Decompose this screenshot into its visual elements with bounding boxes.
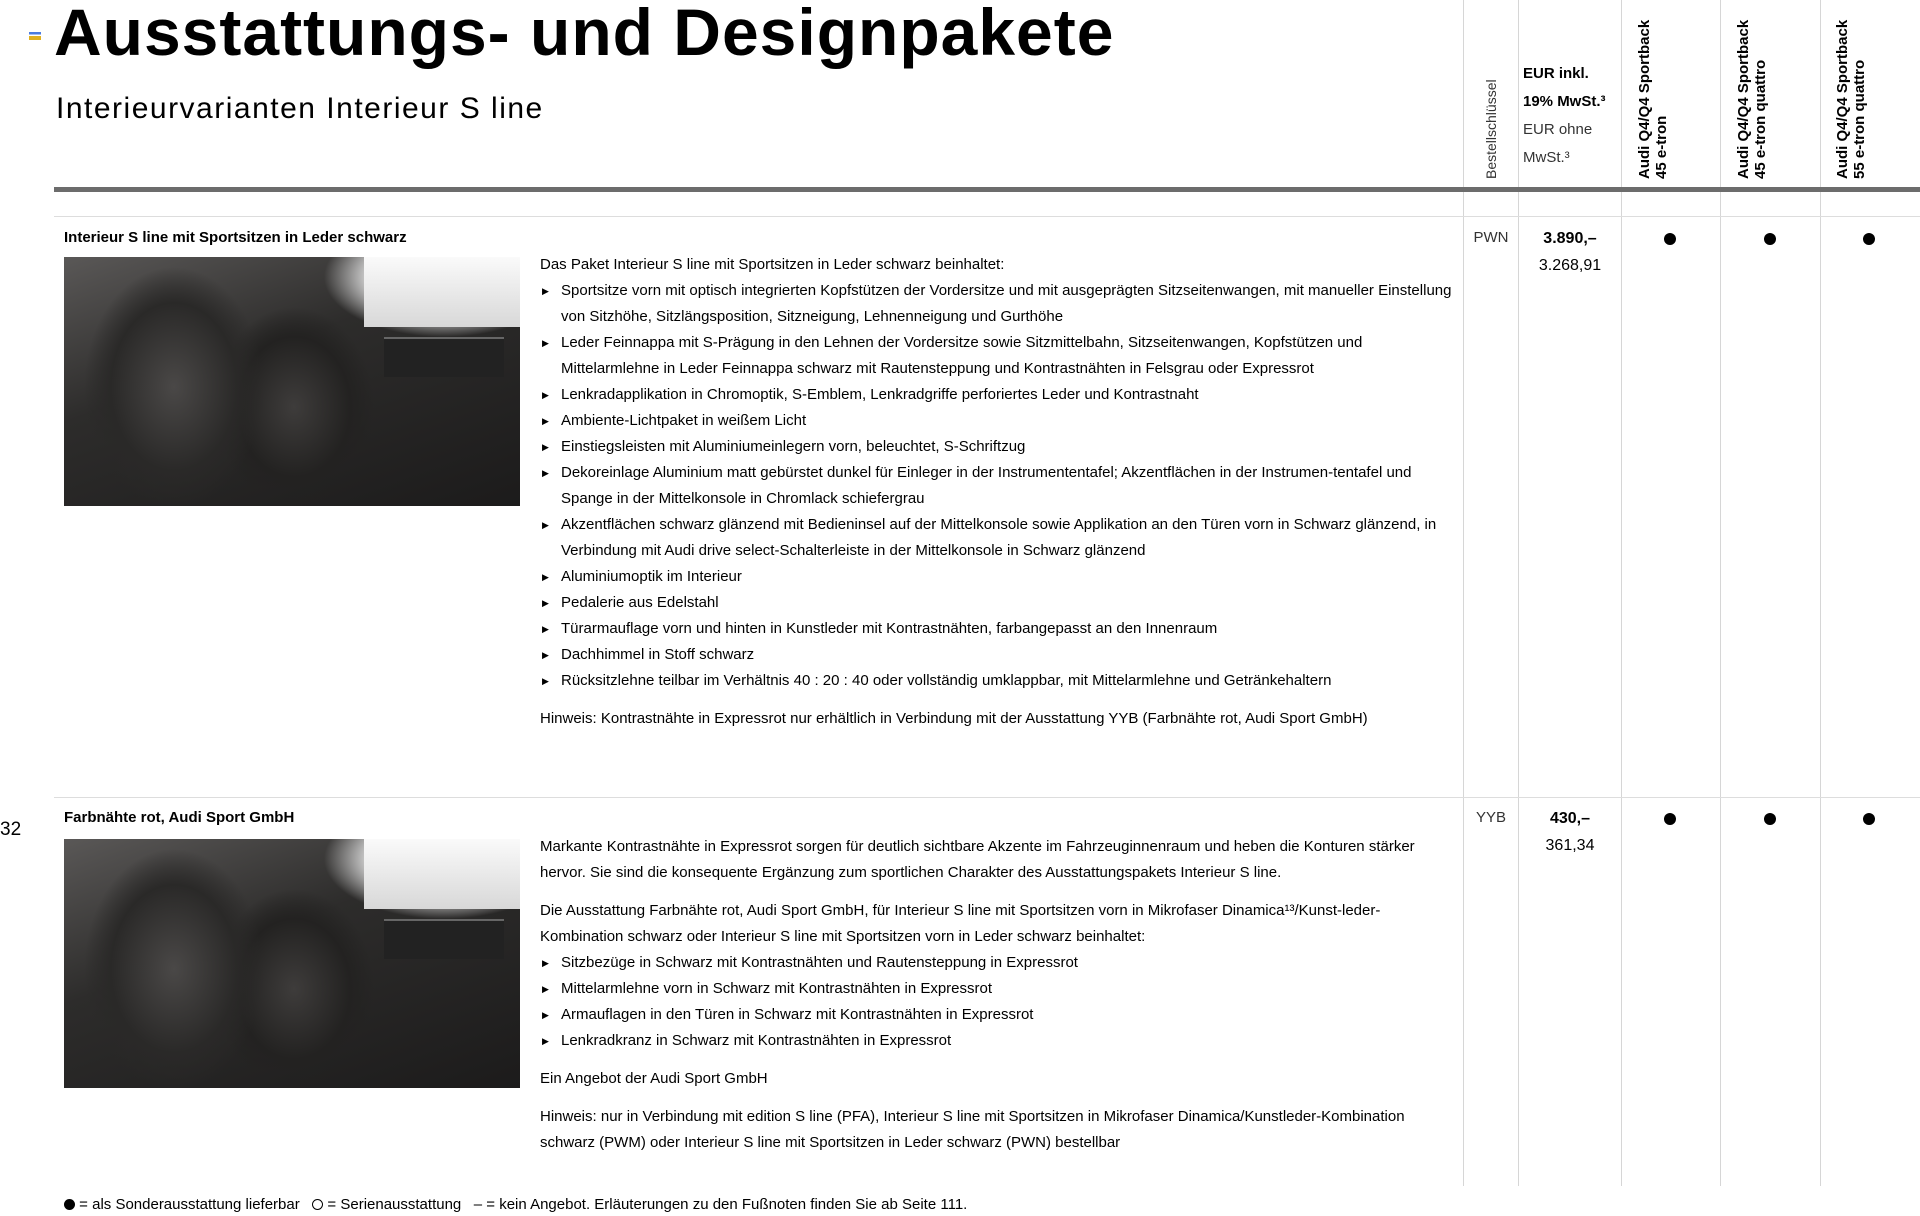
list-item: ▶ Akzentflächen schwarz glänzend mit Bedieninsel auf der Mittelkonsole sowie Applikation an den Türen vorn in Schwarz glänzend, in Verbindung mit Audi drive select-Schalterleiste in der Mittelkonsole in Schwarz glänzend (540, 512, 1462, 564)
price-incl: 3.890,– (1543, 230, 1597, 247)
row-description (540, 834, 1462, 1156)
list-item: ▶ Ambiente-Lichtpaket in weißem Licht (540, 408, 1462, 434)
list-item: ▶ Türarmauflage vorn und hinten in Kunstleder mit Kontrastnähten, farbangepasst an den Innenraum (540, 616, 1462, 642)
list-item: ▶ Rücksitzlehne teilbar im Verhältnis 40 : 20 : 40 oder vollständig umklappbar, mit Mittelarmlehne und Getränkehaltern (540, 668, 1462, 694)
price-excl: 3.268,91 (1538, 257, 1602, 274)
row-divider (54, 797, 1920, 798)
price-excl: 361,34 (1545, 837, 1595, 854)
row-description (540, 252, 1462, 732)
column-divider (1720, 0, 1721, 1186)
feature-list (540, 950, 1462, 1054)
filled-dot-icon (64, 1199, 75, 1210)
column-header-code: Bestellschlüssel (1483, 79, 1499, 179)
page-subtitle: Interieurvarianten Interieur S line (56, 92, 544, 125)
price-incl-label-1: EUR inkl. (1523, 65, 1589, 82)
hint-note: Hinweis: Kontrastnähte in Expressrot nur erhältlich in Verbindung mit der Ausstattung YYB (Farbnähte rot, Audi Sport GmbH) (540, 710, 1368, 727)
price (1520, 225, 1620, 279)
availability-dot (1863, 233, 1875, 245)
interior-image (64, 839, 520, 1088)
list-item: ▶ Dachhimmel in Stoff schwarz (540, 642, 1462, 668)
list-item: ▶ Sportsitze vorn mit optisch integrierten Kopfstützen der Vordersitze und mit ausgeprägten Sitzseitenwangen, mit manueller Einstellung von Sitzhöhe, Sitzlängsposition, Sitzneigung, Lehnenneigung und Gurthöhe (540, 278, 1462, 330)
feature-list (540, 278, 1462, 694)
price-incl: 430,– (1549, 810, 1591, 827)
column-header-price (1523, 60, 1606, 172)
row-title: Interieur S line mit Sportsitzen in Leder schwarz (64, 229, 407, 246)
model-line-1: Audi Q4/Q4 Sportback (1735, 19, 1752, 179)
list-item: ▶ Einstiegsleisten mit Aluminiumeinlegern vorn, beleuchtet, S-Schriftzug (540, 434, 1462, 460)
legend-standard: = Serienausstattung (327, 1196, 462, 1213)
color-marker (29, 32, 41, 40)
list-item: ▶ Lenkradapplikation in Chromoptik, S-Emblem, Lenkradgriffe perforiertes Leder und Kontrastnaht (540, 382, 1462, 408)
availability-dot (1863, 813, 1875, 825)
availability-dot (1764, 233, 1776, 245)
list-item: ▶ Pedalerie aus Edelstahl (540, 590, 1462, 616)
column-divider (1621, 0, 1622, 1186)
table-top-rule (54, 216, 1920, 217)
column-divider (1463, 0, 1464, 1186)
list-item: ▶ Aluminiumoptik im Interieur (540, 564, 1462, 590)
description-intro: Das Paket Interieur S line mit Sportsitzen in Leder schwarz beinhaltet: (540, 256, 1005, 273)
availability-dot (1664, 813, 1676, 825)
price-excl-label-2: MwSt.³ (1523, 149, 1570, 166)
availability-dot (1664, 233, 1676, 245)
list-item: ▶ Dekoreinlage Aluminium matt gebürstet dunkel für Einleger in der Instrumententafel; Akzentflächen in der Instrumen-tentafel und Spange in der Mittelkonsole in Chromlack schiefergrau (540, 460, 1462, 512)
legend-footer (64, 1196, 967, 1213)
order-code: YYB (1475, 809, 1506, 826)
order-code: PWN (1473, 229, 1509, 246)
list-item: ▶ Sitzbezüge in Schwarz mit Kontrastnähten und Rautensteppung in Expressrot (540, 950, 1462, 976)
model-line-1: Audi Q4/Q4 Sportback (1834, 19, 1851, 179)
availability-dot (1764, 813, 1776, 825)
model-line-2: 45 e-tron quattro (1752, 59, 1769, 179)
empty-circle-icon (312, 1199, 323, 1210)
price (1520, 805, 1620, 859)
price-excl-label-1: EUR ohne (1523, 121, 1593, 138)
interior-image (64, 257, 520, 506)
column-header-model-3 (1834, 20, 1868, 179)
list-item: ▶ Lenkradkranz in Schwarz mit Kontrastnähten in Expressrot (540, 1028, 1462, 1054)
model-line-2: 45 e-tron (1653, 115, 1670, 179)
list-item: ▶ Leder Feinnappa mit S-Prägung in den Lehnen der Vordersitze sowie Sitzmittelbahn, Sitzseitenwangen, Kopfstützen und Mittelarmlehne in Leder Feinnappa schwarz mit Rautensteppung und Kontrastnähten in Felsgrau oder Expressrot (540, 330, 1462, 382)
model-line-2: 55 e-tron quattro (1851, 59, 1868, 179)
legend-optional: = als Sonderausstattung lieferbar (79, 1196, 300, 1213)
hint-note: Hinweis: nur in Verbindung mit edition S line (PFA), Interieur S line mit Sportsitzen in Mikrofaser Dinamica/Kunstleder-Kombination schwarz (PWM) oder Interieur S line mit Sportsitzen in Leder schwarz (PWN) bestellbar (540, 1108, 1405, 1151)
page-title: Ausstattungs- und Designpakete (54, 0, 1115, 69)
list-item: ▶ Armauflagen in den Türen in Schwarz mit Kontrastnähten in Expressrot (540, 1002, 1462, 1028)
column-divider (1518, 0, 1519, 1186)
offer-note: Ein Angebot der Audi Sport GmbH (540, 1070, 768, 1087)
price-incl-label-2: 19% MwSt.³ (1523, 93, 1606, 110)
description-intro-2: Die Ausstattung Farbnähte rot, Audi Sport GmbH, für Interieur S line mit Sportsitzen vorn in Mikrofaser Dinamica¹³/Kunst-leder-Kombination schwarz oder Interieur S line mit Sportsitzen vorn in Leder schwarz beinhaltet: (540, 902, 1381, 945)
page-number: 32 (0, 819, 22, 840)
column-header-model-1 (1636, 20, 1670, 179)
legend-none: – = kein Angebot. Erläuterungen zu den Fußnoten finden Sie ab Seite 111. (473, 1196, 968, 1213)
model-line-1: Audi Q4/Q4 Sportback (1636, 19, 1653, 179)
description-intro: Markante Kontrastnähte in Expressrot sorgen für deutlich sichtbare Akzente im Fahrzeuginnenraum und heben die Konturen stärker hervor. Sie sind die konsequente Ergänzung zum sportlichen Charakter des Ausstattungspakets Interieur S line. (540, 838, 1415, 881)
column-divider (1820, 0, 1821, 1186)
header-rule (54, 187, 1920, 192)
column-header-model-2 (1735, 20, 1769, 179)
row-title: Farbnähte rot, Audi Sport GmbH (64, 809, 295, 826)
list-item: ▶ Mittelarmlehne vorn in Schwarz mit Kontrastnähten in Expressrot (540, 976, 1462, 1002)
